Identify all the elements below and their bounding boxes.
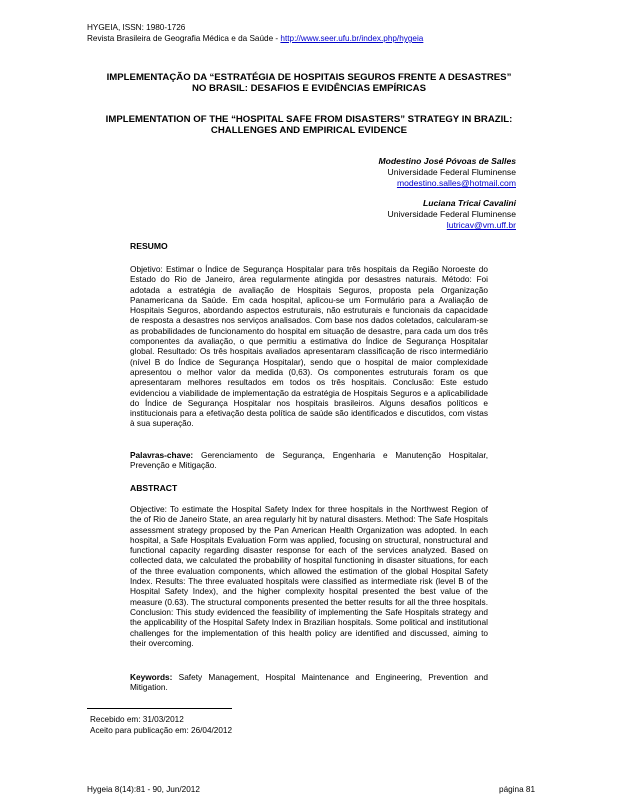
- author-email-link[interactable]: modestino.salles@hotmail.com: [396, 178, 516, 188]
- accepted-date: Aceito para publicação em: 26/04/2012: [90, 726, 233, 735]
- keywords-text-pt: Gerenciamento de Segurança, Engenharia e Manutenção Hospitalar, Prevenção e Mitigação.: [130, 450, 488, 471]
- keywords-label-pt: Palavras-chave:: [130, 450, 194, 460]
- resumo-body: Objetivo: Estimar o Índice de Segurança Hospitalar para três hospitais da Região Noroeste do Estado do Rio de Janeiro, área regularmente atingida por desastres naturais. Método: Foi adotada a estratégia de avaliação de Hospitais Seguros, proposta pela Organização Panamericana da Saúde. Em cada hospital, aplicou-se um Formulário para a Avaliação de Hospitais Seguros, abordando aspectos estruturais, não estruturais e funcionais da capacidade de resposta a desastres nos serviços analisados. Com base nos dados coletados, calcularam-se as probabilidades de funcionamento do hospital em situação de desastre, para cada um dos três componentes da avaliação, o que permitiu a estimativa do Índice de Segurança Hospitalar global. Resultado: Os três hospitais avaliados apresentaram classificação de risco intermediário (nível B do Índice de Segurança Hospitalar), sendo que o hospital de maior complexidade apresentou o melhor valor da medida (0,63). Os componentes estruturais foram os que apresentaram melhores resultados em todos os três hospitais. Conclusão: Este estudo evidenciou a viabilidade de implementação da estratégia de Hospitais Seguros e a aplicabilidade do Índice de Segurança Hospitalar nos hospitais brasileiros. Alguns desafios políticos e institucionais para a efetivação desta política de saúde são identificados e discutidos, com vistas à sua superação.: [130, 264, 488, 429]
- title-portuguese: [60, 72, 558, 94]
- title-en-line2: CHALLENGES AND EMPIRICAL EVIDENCE: [210, 125, 408, 136]
- received-date: Recebido em: 31/03/2012: [90, 715, 184, 724]
- author-block-2: [388, 198, 517, 231]
- journal-header: [87, 22, 423, 44]
- resumo-heading: RESUMO: [130, 241, 168, 251]
- keywords-text-en: Safety Management, Hospital Maintenance and Engineering, Prevention and Mitigation.: [130, 672, 488, 693]
- resumo-keywords: [130, 450, 488, 471]
- journal-name-text: Revista Brasileira de Geografia Médica e da Saúde -: [87, 34, 281, 43]
- footer-page-number: página 81: [499, 785, 535, 794]
- author-name: Luciana Tricai Cavalini: [423, 198, 516, 208]
- title-pt-line2: NO BRASIL: DESAFIOS E EVIDÊNCIAS EMPÍRICAS: [191, 83, 426, 94]
- title-en-line1: IMPLEMENTATION OF THE “HOSPITAL SAFE FROM DISASTERS” STRATEGY IN BRAZIL:: [105, 114, 513, 125]
- footer-citation: Hygeia 8(14):81 - 90, Jun/2012: [87, 785, 200, 794]
- title-pt-line1: IMPLEMENTAÇÃO DA “ESTRATÉGIA DE HOSPITAIS SEGUROS FRENTE A DESASTRES”: [106, 72, 512, 83]
- author-name: Modestino José Póvoas de Salles: [378, 156, 516, 166]
- footnote-divider: [87, 708, 232, 709]
- footnotes: [90, 714, 232, 736]
- abstract-heading: ABSTRACT: [130, 483, 178, 493]
- author-block-1: [378, 156, 516, 189]
- author-affiliation: Universidade Federal Fluminense: [387, 209, 516, 219]
- abstract-keywords: [130, 672, 488, 693]
- title-english: [60, 114, 558, 136]
- journal-url-link[interactable]: http://www.seer.ufu.br/index.php/hygeia: [280, 34, 424, 43]
- journal-issn: HYGEIA, ISSN: 1980-1726: [87, 23, 186, 32]
- keywords-label-en: Keywords:: [130, 672, 173, 682]
- journal-name: [87, 33, 423, 44]
- author-email-link[interactable]: lutricav@vm.uff.br: [446, 220, 516, 230]
- abstract-body: Objective: To estimate the Hospital Safety Index for three hospitals in the Northwest Region of the of Rio de Janeiro State, an area regularly hit by natural disasters. Method: The Safe Hospitals assessment strategy proposed by the Pan American Health Organization was adopted. In each hospital, a Safe Hospitals Evaluation Form was applied, focusing on structural, nonstructural and functional capacity regarding disaster response for each of the services analyzed. Based on collected data, we calculated the probability of hospital functioning in disaster situations, for each of the three evaluation components, which allowed the estimation of the global Hospital Safety Index. Results: The three evaluated hospitals were classified as intermediate risk (level B of the Hospital Safety Index), and the higher complexity hospital presented the best value of the measure (0.63). The structural components presented the better results for all the three hospitals. Conclusion: This study evidenced the feasibility of implementing the Safe Hospitals strategy and the applicability of the Hospital Safety Index in Brazilian hospitals. Some political and institutional challenges for the implementation of this health policy are identified and discussed, aiming to their overcoming.: [130, 504, 488, 648]
- author-affiliation: Universidade Federal Fluminense: [387, 167, 516, 177]
